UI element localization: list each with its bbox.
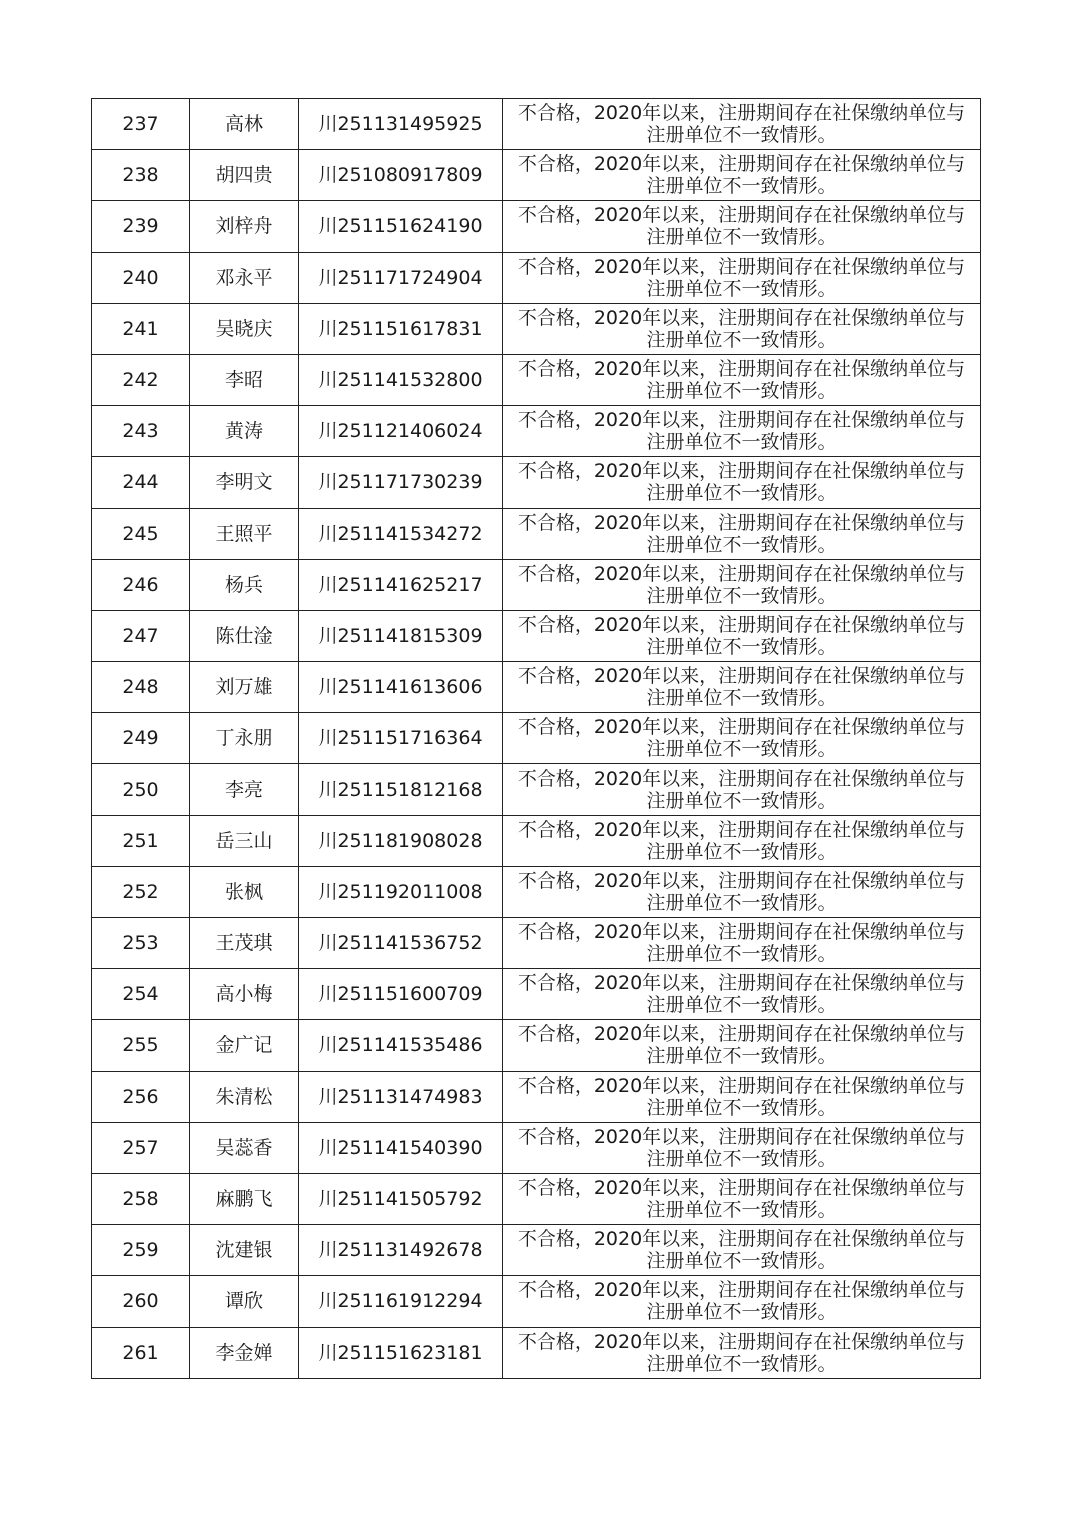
certificate-number: 川251131492678 <box>299 1225 503 1276</box>
table-row <box>92 406 981 457</box>
table-row <box>92 1173 981 1224</box>
row-number: 247 <box>92 610 190 661</box>
person-name: 高林 <box>190 99 299 150</box>
certificate-number: 川251131474983 <box>299 1071 503 1122</box>
person-name: 沈建银 <box>190 1225 299 1276</box>
person-name: 谭欣 <box>190 1276 299 1327</box>
certificate-number: 川251151617831 <box>299 303 503 354</box>
row-number: 241 <box>92 303 190 354</box>
reason-line-2: 注册单位不一致情形。 <box>646 380 837 403</box>
row-number: 254 <box>92 969 190 1020</box>
reason-line-2: 注册单位不一致情形。 <box>646 687 837 710</box>
person-name: 胡四贵 <box>190 150 299 201</box>
table-row <box>92 662 981 713</box>
row-number: 237 <box>92 99 190 150</box>
result-reason <box>503 918 981 969</box>
person-name: 李明文 <box>190 457 299 508</box>
person-name: 李亮 <box>190 764 299 815</box>
row-number: 260 <box>92 1276 190 1327</box>
reason-line-1: 不合格，2020年以来，注册期间存在社保缴纳单位与 <box>517 511 966 534</box>
reason-line-2: 注册单位不一致情形。 <box>646 1301 837 1324</box>
person-name: 黄涛 <box>190 406 299 457</box>
result-reason <box>503 969 981 1020</box>
certificate-number: 川251161912294 <box>299 1276 503 1327</box>
table-row <box>92 713 981 764</box>
certificate-number: 川251141540390 <box>299 1122 503 1173</box>
row-number: 250 <box>92 764 190 815</box>
result-reason <box>503 866 981 917</box>
person-name: 丁永朋 <box>190 713 299 764</box>
results-table-body <box>92 99 981 1379</box>
reason-line-2: 注册单位不一致情形。 <box>646 994 837 1017</box>
result-reason <box>503 815 981 866</box>
table-row <box>92 918 981 969</box>
person-name: 王茂琪 <box>190 918 299 969</box>
reason-line-1: 不合格，2020年以来，注册期间存在社保缴纳单位与 <box>517 358 966 381</box>
table-row <box>92 150 981 201</box>
reason-line-2: 注册单位不一致情形。 <box>646 891 837 914</box>
reason-line-1: 不合格，2020年以来，注册期间存在社保缴纳单位与 <box>517 869 966 892</box>
reason-line-1: 不合格，2020年以来，注册期间存在社保缴纳单位与 <box>517 204 966 227</box>
table-row <box>92 303 981 354</box>
reason-line-1: 不合格，2020年以来，注册期间存在社保缴纳单位与 <box>517 972 966 995</box>
result-reason <box>503 252 981 303</box>
table-row <box>92 559 981 610</box>
result-reason <box>503 1122 981 1173</box>
reason-line-2: 注册单位不一致情形。 <box>646 1199 837 1222</box>
reason-line-2: 注册单位不一致情形。 <box>646 277 837 300</box>
certificate-number: 川251171730239 <box>299 457 503 508</box>
table-row <box>92 866 981 917</box>
certificate-number: 川251141535486 <box>299 1020 503 1071</box>
row-number: 255 <box>92 1020 190 1071</box>
person-name: 王照平 <box>190 508 299 559</box>
result-reason <box>503 508 981 559</box>
result-reason <box>503 1225 981 1276</box>
result-reason <box>503 662 981 713</box>
row-number: 249 <box>92 713 190 764</box>
certificate-number: 川251141613606 <box>299 662 503 713</box>
table-row <box>92 1071 981 1122</box>
result-reason <box>503 1071 981 1122</box>
reason-line-1: 不合格，2020年以来，注册期间存在社保缴纳单位与 <box>517 1228 966 1251</box>
reason-line-1: 不合格，2020年以来，注册期间存在社保缴纳单位与 <box>517 921 966 944</box>
reason-line-1: 不合格，2020年以来，注册期间存在社保缴纳单位与 <box>517 102 966 125</box>
person-name: 李昭 <box>190 354 299 405</box>
certificate-number: 川251141536752 <box>299 918 503 969</box>
result-reason <box>503 1327 981 1378</box>
reason-line-2: 注册单位不一致情形。 <box>646 175 837 198</box>
person-name: 李金婵 <box>190 1327 299 1378</box>
result-reason <box>503 201 981 252</box>
person-name: 吴晓庆 <box>190 303 299 354</box>
reason-line-2: 注册单位不一致情形。 <box>646 1147 837 1170</box>
result-reason <box>503 1173 981 1224</box>
table-row <box>92 1122 981 1173</box>
row-number: 248 <box>92 662 190 713</box>
certificate-number: 川251141625217 <box>299 559 503 610</box>
table-row <box>92 457 981 508</box>
table-row <box>92 508 981 559</box>
reason-line-2: 注册单位不一致情形。 <box>646 584 837 607</box>
reason-line-2: 注册单位不一致情形。 <box>646 482 837 505</box>
reason-line-2: 注册单位不一致情形。 <box>646 328 837 351</box>
result-reason <box>503 713 981 764</box>
certificate-number: 川251141505792 <box>299 1173 503 1224</box>
table-row <box>92 252 981 303</box>
reason-line-2: 注册单位不一致情形。 <box>646 943 837 966</box>
row-number: 258 <box>92 1173 190 1224</box>
reason-line-2: 注册单位不一致情形。 <box>646 226 837 249</box>
person-name: 邓永平 <box>190 252 299 303</box>
reason-line-1: 不合格，2020年以来，注册期间存在社保缴纳单位与 <box>517 665 966 688</box>
table-row <box>92 1225 981 1276</box>
row-number: 245 <box>92 508 190 559</box>
person-name: 岳三山 <box>190 815 299 866</box>
reason-line-2: 注册单位不一致情形。 <box>646 1250 837 1273</box>
certificate-number: 川251080917809 <box>299 150 503 201</box>
result-reason <box>503 457 981 508</box>
reason-line-1: 不合格，2020年以来，注册期间存在社保缴纳单位与 <box>517 716 966 739</box>
certificate-number: 川251151812168 <box>299 764 503 815</box>
reason-line-2: 注册单位不一致情形。 <box>646 1045 837 1068</box>
row-number: 252 <box>92 866 190 917</box>
table-row <box>92 201 981 252</box>
result-reason <box>503 99 981 150</box>
reason-line-1: 不合格，2020年以来，注册期间存在社保缴纳单位与 <box>517 153 966 176</box>
certificate-number: 川251141532800 <box>299 354 503 405</box>
result-reason <box>503 1276 981 1327</box>
certificate-number: 川251171724904 <box>299 252 503 303</box>
reason-line-1: 不合格，2020年以来，注册期间存在社保缴纳单位与 <box>517 1279 966 1302</box>
result-reason <box>503 303 981 354</box>
person-name: 陈仕淦 <box>190 610 299 661</box>
table-row <box>92 99 981 150</box>
certificate-number: 川251151600709 <box>299 969 503 1020</box>
person-name: 麻鹏飞 <box>190 1173 299 1224</box>
person-name: 杨兵 <box>190 559 299 610</box>
table-row <box>92 969 981 1020</box>
person-name: 朱清松 <box>190 1071 299 1122</box>
reason-line-2: 注册单位不一致情形。 <box>646 431 837 454</box>
results-table <box>91 98 981 1379</box>
reason-line-1: 不合格，2020年以来，注册期间存在社保缴纳单位与 <box>517 1074 966 1097</box>
table-row <box>92 610 981 661</box>
reason-line-2: 注册单位不一致情形。 <box>646 738 837 761</box>
reason-line-2: 注册单位不一致情形。 <box>646 124 837 147</box>
certificate-number: 川251141815309 <box>299 610 503 661</box>
result-reason <box>503 610 981 661</box>
reason-line-1: 不合格，2020年以来，注册期间存在社保缴纳单位与 <box>517 409 966 432</box>
row-number: 238 <box>92 150 190 201</box>
certificate-number: 川251131495925 <box>299 99 503 150</box>
reason-line-1: 不合格，2020年以来，注册期间存在社保缴纳单位与 <box>517 1125 966 1148</box>
certificate-number: 川251121406024 <box>299 406 503 457</box>
result-reason <box>503 354 981 405</box>
row-number: 253 <box>92 918 190 969</box>
document-page <box>91 98 981 1379</box>
reason-line-1: 不合格，2020年以来，注册期间存在社保缴纳单位与 <box>517 255 966 278</box>
reason-line-1: 不合格，2020年以来，注册期间存在社保缴纳单位与 <box>517 1023 966 1046</box>
reason-line-1: 不合格，2020年以来，注册期间存在社保缴纳单位与 <box>517 1330 966 1353</box>
person-name: 刘梓舟 <box>190 201 299 252</box>
table-row <box>92 354 981 405</box>
reason-line-1: 不合格，2020年以来，注册期间存在社保缴纳单位与 <box>517 767 966 790</box>
person-name: 刘万雄 <box>190 662 299 713</box>
row-number: 256 <box>92 1071 190 1122</box>
reason-line-1: 不合格，2020年以来，注册期间存在社保缴纳单位与 <box>517 306 966 329</box>
row-number: 257 <box>92 1122 190 1173</box>
row-number: 246 <box>92 559 190 610</box>
reason-line-1: 不合格，2020年以来，注册期间存在社保缴纳单位与 <box>517 460 966 483</box>
person-name: 吴蕊香 <box>190 1122 299 1173</box>
certificate-number: 川251151716364 <box>299 713 503 764</box>
reason-line-2: 注册单位不一致情形。 <box>646 635 837 658</box>
table-row <box>92 1020 981 1071</box>
row-number: 243 <box>92 406 190 457</box>
table-row <box>92 764 981 815</box>
row-number: 242 <box>92 354 190 405</box>
table-row <box>92 1276 981 1327</box>
result-reason <box>503 559 981 610</box>
table-row <box>92 1327 981 1378</box>
reason-line-1: 不合格，2020年以来，注册期间存在社保缴纳单位与 <box>517 562 966 585</box>
reason-line-2: 注册单位不一致情形。 <box>646 1096 837 1119</box>
row-number: 244 <box>92 457 190 508</box>
reason-line-2: 注册单位不一致情形。 <box>646 533 837 556</box>
result-reason <box>503 1020 981 1071</box>
reason-line-1: 不合格，2020年以来，注册期间存在社保缴纳单位与 <box>517 818 966 841</box>
row-number: 240 <box>92 252 190 303</box>
reason-line-2: 注册单位不一致情形。 <box>646 789 837 812</box>
row-number: 261 <box>92 1327 190 1378</box>
certificate-number: 川251192011008 <box>299 866 503 917</box>
reason-line-2: 注册单位不一致情形。 <box>646 840 837 863</box>
reason-line-2: 注册单位不一致情形。 <box>646 1352 837 1375</box>
person-name: 张枫 <box>190 866 299 917</box>
result-reason <box>503 764 981 815</box>
certificate-number: 川251151624190 <box>299 201 503 252</box>
certificate-number: 川251151623181 <box>299 1327 503 1378</box>
reason-line-1: 不合格，2020年以来，注册期间存在社保缴纳单位与 <box>517 613 966 636</box>
table-row <box>92 815 981 866</box>
certificate-number: 川251141534272 <box>299 508 503 559</box>
row-number: 251 <box>92 815 190 866</box>
certificate-number: 川251181908028 <box>299 815 503 866</box>
person-name: 金广记 <box>190 1020 299 1071</box>
result-reason <box>503 406 981 457</box>
row-number: 259 <box>92 1225 190 1276</box>
row-number: 239 <box>92 201 190 252</box>
result-reason <box>503 150 981 201</box>
reason-line-1: 不合格，2020年以来，注册期间存在社保缴纳单位与 <box>517 1177 966 1200</box>
person-name: 高小梅 <box>190 969 299 1020</box>
